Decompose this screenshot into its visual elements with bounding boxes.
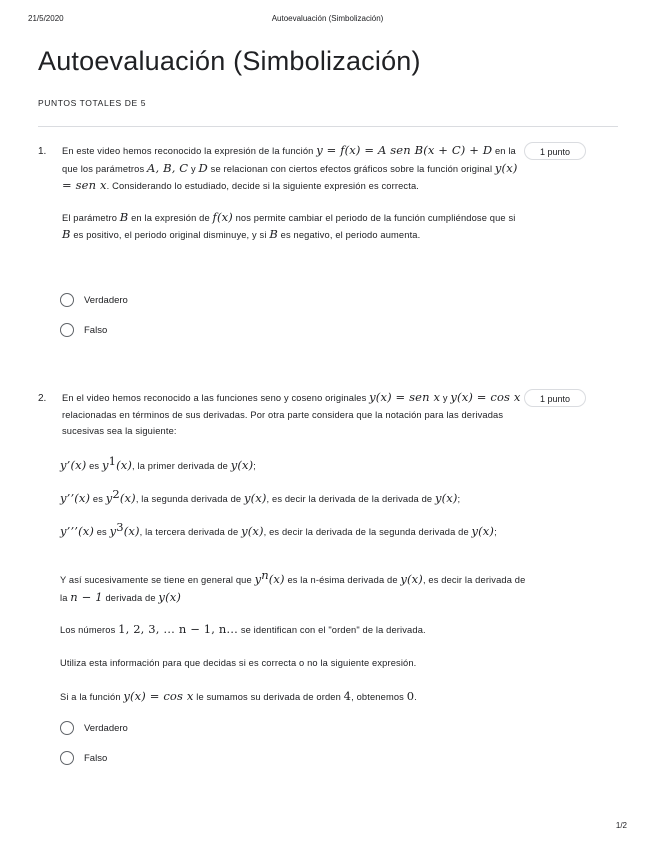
option-verdadero[interactable]: Verdadero [60, 291, 128, 309]
radio-button[interactable] [60, 751, 74, 765]
instruction: Utiliza esta información para que decidas si es correcta o no la siguiente expresión. [60, 658, 417, 668]
order-sentence: Los números 1, 2, 3, … n − 1, n… se identifican con el "orden" de la derivada. [60, 622, 426, 636]
question-1-text: En este video hemos reconocido la expresión de la función y = f(x) = A sen B(x + C) + D en la que los parámetros A, B, C y D se relacionan con ciertos efectos gráficos sobre la función original y(x) = sen x. Considerando lo estudiado, decide si la siguiente expresión es correcta. El parámetro B en la expresión de f(x) nos permite cambiar el periodo de la función cumpliéndose que si B es positivo, el periodo original disminuye, y si B es negativo, el periodo aumenta. [62, 143, 518, 241]
option-falso[interactable]: Falso [60, 749, 107, 767]
derivative-line-3: y’’’(x) es $y^3(x)$, la tercera derivada de y(x), es decir la derivada de la segunda derivada de y(x); [60, 519, 497, 538]
points-badge: 1 punto [524, 389, 586, 407]
question-number: 2. [38, 393, 47, 404]
print-header-title: Autoevaluación (Simbolización) [271, 14, 384, 23]
general-notation: Y así sucesivamente se tiene en general que $y^n(x)$ es la n-ésima derivada de y(x), es decir la derivada de la n − 1 derivada de y(x) [60, 567, 526, 604]
option-verdadero[interactable]: Verdadero [60, 719, 128, 737]
radio-button[interactable] [60, 721, 74, 735]
statement: Si a la función y(x) = cos x le sumamos su derivada de orden 4, obtenemos 0. [60, 689, 417, 703]
derivative-line-2: y’’(x) es $y^2(x)$, la segunda derivada de y(x), es decir la derivada de la derivada de y(x); [60, 486, 461, 505]
print-date: 21/5/2020 [28, 14, 64, 23]
radio-button[interactable] [60, 323, 74, 337]
divider [38, 126, 618, 127]
form-title: Autoevaluación (Simbolización) [38, 46, 421, 76]
formula: y = f(x) = A sen B(x + C) + D [316, 143, 493, 157]
question-number: 1. [38, 146, 47, 157]
derivative-line-1: y’(x) es $y^1(x)$, la primer derivada de y(x); [60, 453, 256, 472]
points-badge: 1 punto [524, 142, 586, 160]
option-falso[interactable]: Falso [60, 321, 107, 339]
question-2-text: En el video hemos reconocido a las funciones seno y coseno originales y(x) = sen x y y(x) = cos x relacionadas en términos de sus derivadas. Por otra parte considera que la notación para las derivadas sucesivas sea la siguiente: [62, 390, 521, 436]
radio-button[interactable] [60, 293, 74, 307]
page-number: 1/2 [615, 821, 627, 830]
total-points: PUNTOS TOTALES DE 5 [38, 98, 147, 108]
